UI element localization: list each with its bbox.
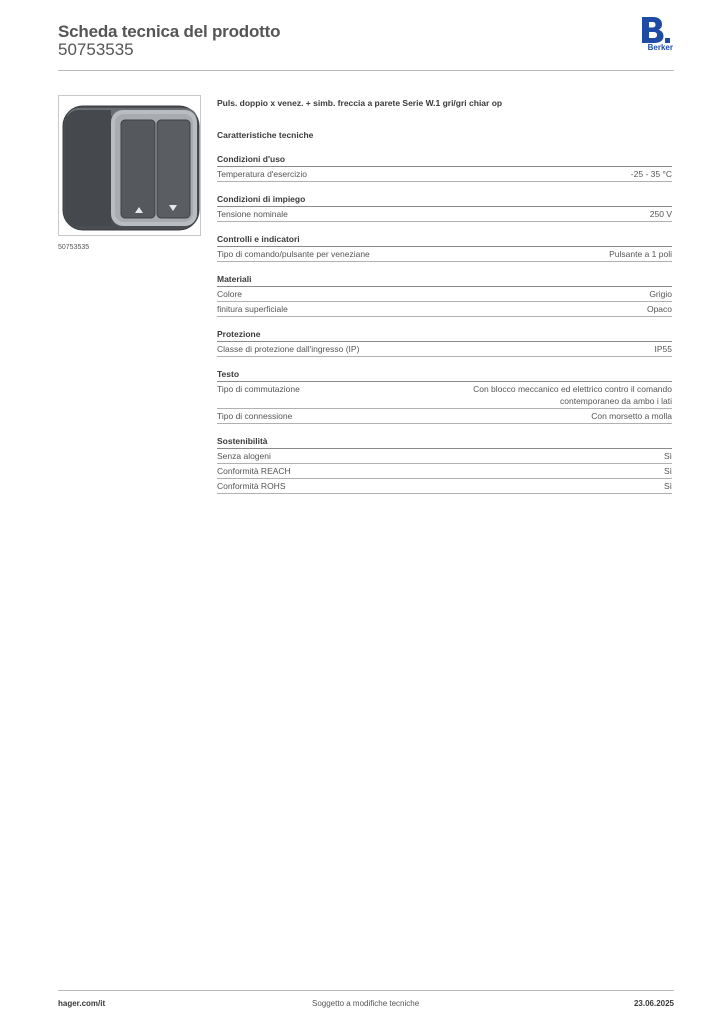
spec-group <box>217 273 672 317</box>
spec-label: finitura superficiale <box>217 304 288 314</box>
footer-disclaimer: Soggetto a modifiche tecniche <box>312 999 420 1008</box>
spec-row <box>217 382 672 409</box>
spec-value: 250 V <box>649 209 672 219</box>
spec-value: Sì <box>663 451 672 461</box>
spec-group-title: Controlli e indicatori <box>217 233 672 247</box>
article-number: 50753535 <box>58 40 134 59</box>
spec-value: Sì <box>663 481 672 491</box>
spec-value: Grigio <box>649 289 672 299</box>
spec-row <box>217 479 672 494</box>
main-content <box>217 96 672 494</box>
spec-group-title: Condizioni di impiego <box>217 193 672 207</box>
page-footer <box>58 990 674 1015</box>
spec-row <box>217 287 672 302</box>
double-switch-product-icon <box>59 96 200 235</box>
spec-value: Con morsetto a molla <box>591 411 672 421</box>
page-header <box>58 20 674 71</box>
spec-value: -25 - 35 °C <box>630 169 672 179</box>
spec-group <box>217 368 672 424</box>
product-image <box>58 95 201 236</box>
spec-group-title: Materiali <box>217 273 672 287</box>
product-name: Puls. doppio x venez. + simb. freccia a parete Serie W.1 gri/gri chiar op <box>217 98 503 108</box>
spec-row <box>217 207 672 222</box>
spec-groups <box>217 153 672 494</box>
spec-row <box>217 449 672 464</box>
spec-group <box>217 233 672 262</box>
spec-group <box>217 435 672 494</box>
spec-label: Classe di protezione dall'ingresso (IP) <box>217 344 360 354</box>
image-caption: 50753535 <box>58 244 90 251</box>
spec-label: Senza alogeni <box>217 451 271 461</box>
spec-label: Tipo di connessione <box>217 411 293 421</box>
section-heading: Caratteristiche tecniche <box>217 130 314 140</box>
spec-value: Opaco <box>646 304 672 314</box>
footer-website: hager.com/it <box>58 999 106 1008</box>
spec-label: Colore <box>217 289 243 299</box>
spec-row <box>217 464 672 479</box>
spec-label: Tensione nominale <box>217 209 288 219</box>
logo-text: Berker <box>647 43 673 52</box>
spec-value: Pulsante a 1 poli <box>609 249 672 259</box>
spec-label: Conformità ROHS <box>217 481 286 491</box>
spec-row <box>217 409 672 424</box>
spec-row <box>217 167 672 182</box>
spec-value: Con blocco meccanico ed elettrico contro il comando contemporaneo da ambo i lati <box>473 384 672 406</box>
spec-value: Sì <box>663 466 672 476</box>
spec-row <box>217 247 672 262</box>
spec-group-title: Protezione <box>217 328 672 342</box>
spec-group <box>217 193 672 222</box>
spec-label: Conformità REACH <box>217 466 291 476</box>
spec-label: Temperatura d'esercizio <box>217 169 307 179</box>
spec-row <box>217 302 672 317</box>
footer-date: 23.06.2025 <box>633 999 674 1008</box>
spec-group-title: Condizioni d'uso <box>217 153 672 167</box>
spec-group <box>217 328 672 357</box>
spec-value: IP55 <box>654 344 672 354</box>
spec-group-title: Sostenibilità <box>217 435 672 449</box>
spec-label: Tipo di comando/pulsante per veneziane <box>217 249 370 259</box>
page-title: Scheda tecnica del prodotto <box>58 22 281 41</box>
spec-group <box>217 153 672 182</box>
spec-group-title: Testo <box>217 368 672 382</box>
spec-row <box>217 342 672 357</box>
spec-label: Tipo di commutazione <box>217 384 300 394</box>
